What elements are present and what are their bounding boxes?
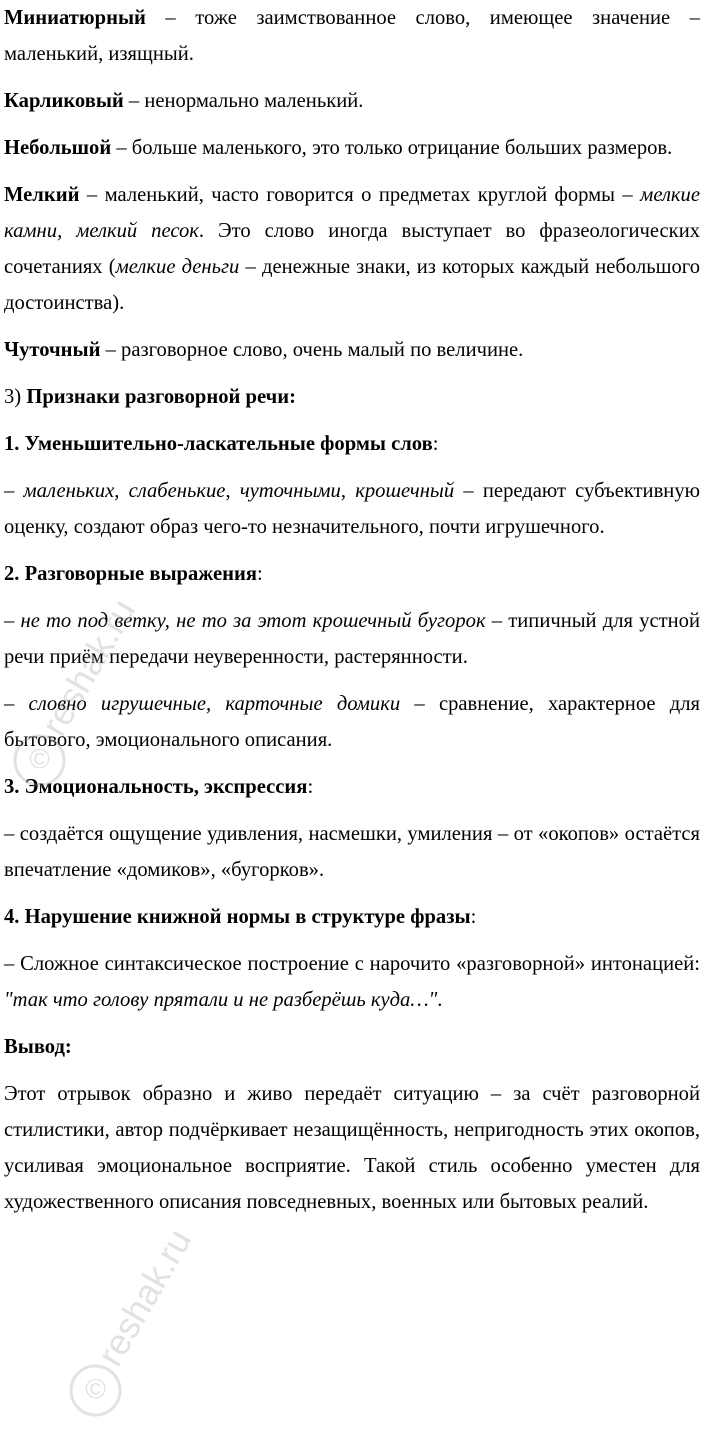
sign-3-title: 3. Эмоциональность, экспрессия	[4, 776, 308, 798]
paragraph-dwarf	[0, 83, 702, 119]
sign-1-title: 1. Уменьшительно-ласкательные формы слов	[4, 433, 433, 455]
sign-1-body	[0, 473, 702, 545]
sign-2-heading	[0, 556, 702, 592]
definition-dwarf: – ненормально маленький.	[123, 90, 364, 112]
quote-1-explanation: – типичный для устной речи приём передачи неуверенности, растерянности.	[4, 610, 700, 668]
example-fine-1: мелкие камни, мелкий песок	[4, 184, 700, 242]
sign-2-example-2	[0, 686, 702, 758]
sign-3-colon: :	[307, 776, 314, 798]
term-miniature: Миниатюрный	[4, 7, 146, 29]
term-dwarf: Карликовый	[4, 90, 124, 112]
sign-4-title: 4. Нарушение книжной нормы в структуре фразы	[4, 906, 471, 928]
sign-4-text: – Сложное синтаксическое построение с нарочито «разговорной» интонацией:	[4, 953, 700, 975]
sign-2-example-1	[0, 603, 702, 675]
copyright-icon: ©	[70, 1364, 122, 1416]
sign-3-text: – создаётся ощущение удивления, насмешки, умиления – от «окопов» остаётся впечатление «домиков», «бугорков».	[4, 823, 700, 881]
quote-2-explanation: – сравнение, характерное для бытового, эмоционального описания.	[4, 693, 700, 751]
word-4: крошечный	[355, 480, 455, 502]
conclusion-title: Вывод:	[4, 1036, 72, 1058]
word-2: слабенькие	[128, 480, 226, 502]
word-3: чуточными	[239, 480, 341, 502]
term-tiny: Чуточный	[4, 339, 101, 361]
sep-2: ,	[225, 480, 240, 502]
section-number: 3)	[4, 386, 27, 408]
sign-4-colon: :	[470, 906, 477, 928]
definition-fine-e: – денежные знаки, из которых каждый небольшого достоинства).	[4, 256, 700, 314]
sign-1-colon: :	[432, 433, 439, 455]
definition-small: – больше маленького, это только отрицание больших размеров.	[111, 137, 673, 159]
dash: –	[4, 480, 24, 502]
watermark-text-1: reshak.ru	[32, 592, 144, 743]
definition-miniature: – тоже заимствованное слово, имеющее значение – маленький, изящный.	[4, 7, 700, 65]
term-fine: Мелкий	[4, 184, 80, 206]
section-title: Признаки разговорной речи:	[26, 386, 296, 408]
conclusion-text: Этот отрывок образно и живо передаёт ситуацию – за счёт разговорной стилистики, автор подчёркивает незащищённость, непригодность этих окопов, усиливая эмоциональное восприятие. Такой стиль особенно уместен для художественного описания повседневных, военных или бытовых реалий.	[4, 1083, 700, 1213]
copyright-icon: ©	[14, 734, 66, 786]
conclusion-body	[0, 1076, 702, 1220]
sign-4-quote: "так что голову прятали и не разберёшь куда…"	[4, 989, 438, 1011]
section-heading	[0, 379, 702, 415]
sep-1: ,	[114, 480, 129, 502]
definition-fine-c: . Это слово иногда выступает во фразеологических сочетаниях (	[4, 220, 701, 278]
definition-fine-a: – маленький, часто говорится о предметах круглой формы –	[79, 184, 641, 206]
definition-tiny: – разговорное слово, очень малый по величине.	[100, 339, 524, 361]
example-fine-2: мелкие деньги	[115, 256, 240, 278]
paragraph-miniature	[0, 0, 702, 72]
watermark-text-2: reshak.ru	[88, 1222, 200, 1373]
quote-1: – не то под ветку, не то за этот крошечный бугорок	[4, 610, 486, 632]
sign-1-explanation: – передают субъективную оценку, создают образ чего-то незначительного, почти игрушечного.	[4, 480, 701, 538]
sign-3-heading	[0, 769, 702, 805]
term-small: Небольшой	[4, 137, 112, 159]
paragraph-fine	[0, 177, 702, 321]
watermark-2	[60, 1222, 208, 1426]
paragraph-tiny	[0, 332, 702, 368]
sign-4-period: .	[437, 989, 443, 1011]
conclusion-heading	[0, 1029, 702, 1065]
quote-2: – словно игрушечные, карточные домики	[4, 693, 401, 715]
sign-3-body	[0, 816, 702, 888]
sign-2-colon: :	[256, 563, 263, 585]
word-1: маленьких	[23, 480, 115, 502]
sign-4-body	[0, 946, 702, 1018]
sign-1-heading	[0, 426, 702, 462]
sign-4-heading	[0, 899, 702, 935]
paragraph-small	[0, 130, 702, 166]
sign-2-title: 2. Разговорные выражения	[4, 563, 257, 585]
sep-3: ,	[340, 480, 356, 502]
